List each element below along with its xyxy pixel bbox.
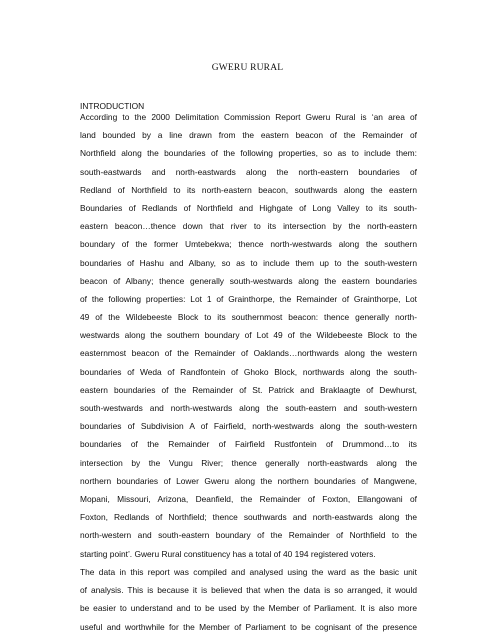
text-line: starting point’. Gweru Rural constituency has a total of 40 194 registered voters.	[80, 548, 376, 559]
text-line: south-eastwards and north-eastwards along the north-eastern boundaries of	[80, 166, 417, 177]
text-line: eastern boundaries of the Remainder of St. Patrick and Braklaagte of Dewhurst,	[80, 384, 417, 395]
text-line: be easier to understand and to be used by the Member of Parliament. It is also more	[80, 603, 417, 614]
text-line: The data in this report was compiled and analysed using the ward as the basic unit	[80, 567, 417, 577]
text-line: 49 of the Wildebeeste Block to its southernmost beacon: thence generally north-	[80, 312, 417, 323]
text-line: Redland of Northfield to its north-eastern beacon, southwards along the eastern	[80, 184, 417, 195]
text-line: Foxton, Redlands of Northfield; thence southwards and north-eastwards along the	[80, 512, 417, 523]
text-line: Northfield along the boundaries of the following properties, so as to include them:	[80, 148, 417, 159]
text-line: beacon of Albany; thence generally south-westwards along the eastern boundaries	[80, 275, 417, 286]
text-line: useful and worthwhile for the Member of Parliament to be cognisant of the presence	[80, 621, 417, 632]
text-line: boundaries of Hashu and Albany, so as to include them up to the south-western	[80, 257, 417, 268]
text-line: easternmost beacon of the Remainder of Oaklands…northwards along the western	[80, 348, 417, 359]
text-line: north-western and south-eastern boundary of the Remainder of Northfield to the	[80, 530, 417, 541]
text-line: south-westwards and north-westwards along the south-eastern and south-western	[80, 403, 417, 413]
text-line: boundary of the former Umtebekwa; thence north-westwards along the southern	[80, 239, 417, 250]
text-line: of analysis. This is because it is believed that when the data is so arranged, it would	[80, 585, 417, 596]
text-line: boundaries of Subdivision A of Fairfield, north-westwards along the south-western	[80, 421, 417, 432]
text-line: eastern beacon…thence down that river to its intersection by the north-eastern	[80, 221, 417, 232]
text-line: boundaries of the Remainder of Fairfield Rustfontein of Drummond…to its	[80, 439, 417, 450]
paragraph-introduction	[80, 108, 417, 563]
text-line: boundaries of Weda of Randfontein of Ghoko Block, northwards along the south-	[80, 366, 417, 377]
section-heading: INTRODUCTION	[80, 101, 145, 111]
text-line: Mopani, Missouri, Arizona, Deanfield, the Remainder of Foxton, Ellangowani of	[80, 493, 417, 504]
text-line: intersection by the Vungu River; thence generally north-eastwards along the	[80, 457, 417, 468]
text-line: westwards along the southern boundary of Lot 49 of the Wildebeeste Block to the	[80, 330, 417, 341]
text-line: of the following properties: Lot 1 of Grainthorpe, the Remainder of Grainthorpe, Lot	[80, 293, 417, 304]
text-line: land bounded by a line drawn from the eastern beacon of the Remainder of	[80, 130, 417, 141]
text-line: Boundaries of Redlands of Northfield and Highgate of Long Valley to its south-	[80, 202, 417, 213]
document-title: GWERU RURAL	[211, 63, 284, 73]
text-line: According to the 2000 Delimitation Commission Report Gweru Rural is ‘an area of	[80, 112, 417, 122]
paragraph-analysis	[80, 563, 417, 636]
text-line: northern boundaries of Lower Gweru along the northern boundaries of Mangwene,	[80, 475, 417, 486]
